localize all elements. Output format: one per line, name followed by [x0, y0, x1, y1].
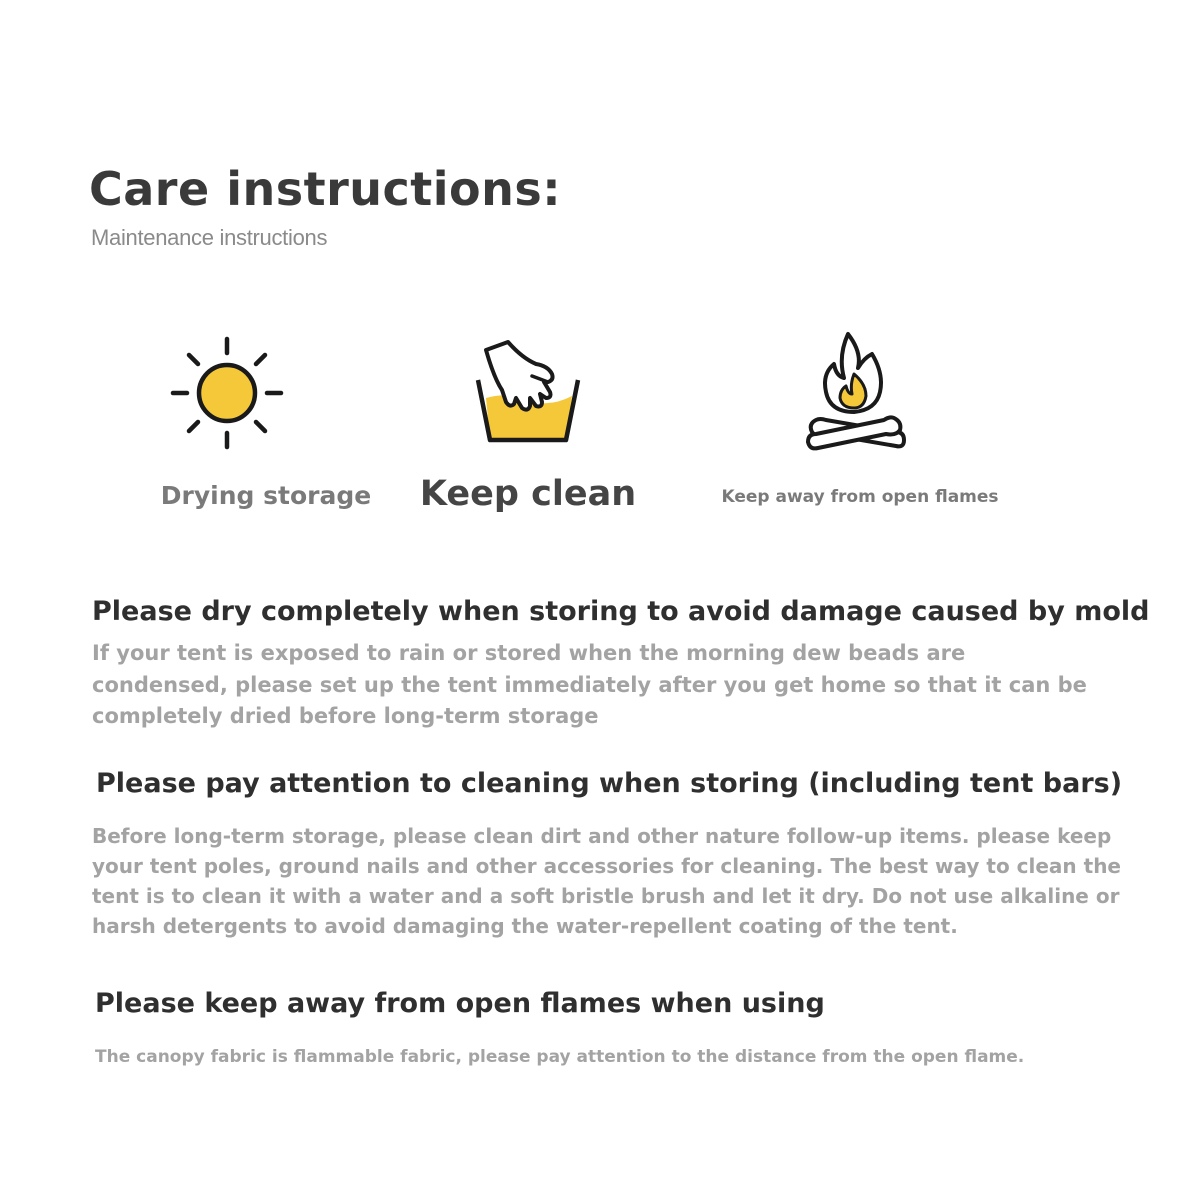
- section-body-drying: If your tent is exposed to rain or stored when the morning dew beads are condensed, please set up the tent immediately after you get home so that it can be completely dried before long-term storage: [92, 641, 1087, 728]
- campfire-icon: [800, 328, 910, 456]
- keep-clean-label: Keep clean: [419, 474, 637, 514]
- sun-icon: [167, 333, 287, 453]
- section-heading-drying: Please dry completely when storing to avoid damage caused by mold: [92, 596, 1150, 627]
- drying-storage-label: Drying storage: [160, 481, 372, 510]
- section-heading-flames: Please keep away from open flames when using: [95, 988, 825, 1019]
- page-subtitle: Maintenance instructions: [91, 225, 328, 250]
- keep-away-flames-label: Keep away from open flames: [721, 487, 999, 507]
- section-body-cleaning: Before long-term storage, please clean dirt and other nature follow-up items. please keep your tent poles, ground nails and other accessories for cleaning. The best way to clean the tent is to clean it with a water and a soft bristle brush and let it dry. Do not use alkaline or harsh detergents to avoid damaging the water-repellent coating of the tent.: [92, 824, 1121, 938]
- hand-washing-basin-icon: [472, 336, 584, 448]
- section-heading-cleaning: Please pay attention to cleaning when storing (including tent bars): [96, 768, 1123, 799]
- section-body-flames: The canopy fabric is flammable fabric, please pay attention to the distance from the open flame.: [95, 1047, 1025, 1067]
- page-title: Care instructions:: [89, 162, 562, 216]
